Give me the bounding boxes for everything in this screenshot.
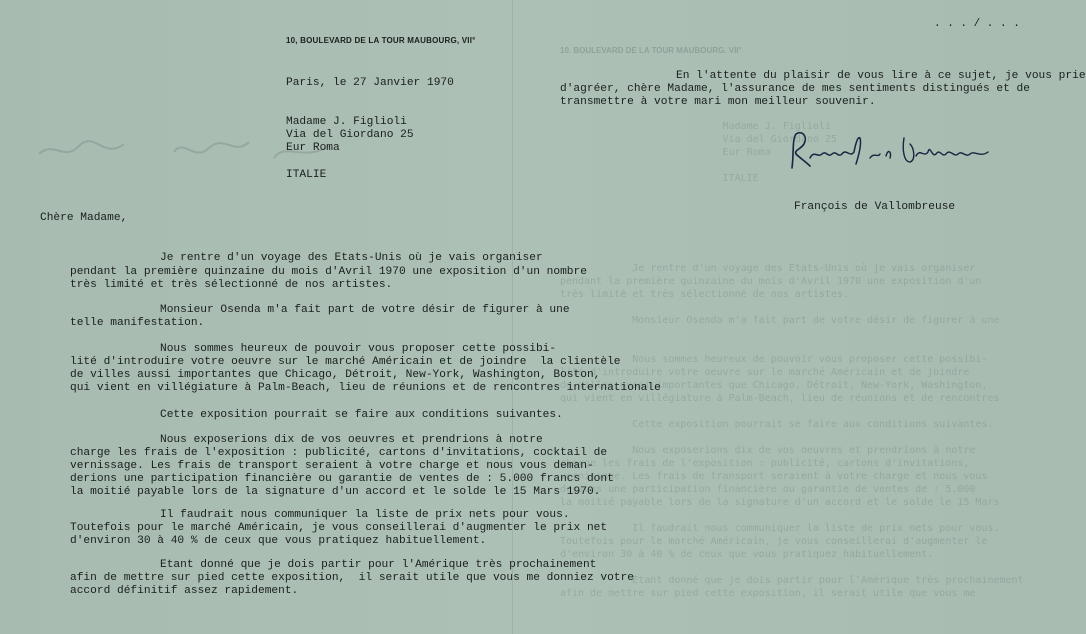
body-line: Nous exposerions dix de vos oeuvres et prendrions à notre: [160, 434, 543, 446]
recipient-name: Madame J. Figlioli: [286, 116, 407, 128]
body-line: Etant donné que je dois partir pour l'Amérique très prochainement: [160, 559, 597, 571]
body-line: d'environ 30 à 40 % de ceux que vous pratiquez habituellement.: [70, 535, 487, 547]
salutation: Chère Madame,: [40, 212, 128, 224]
body-line: afin de mettre sur pied cette exposition, il serait utile que vous me donniez votre: [70, 572, 634, 584]
closing-line: d'agréer, chère Madame, l'assurance de mes sentiments distingués et de: [560, 83, 1030, 95]
body-line: Il faudrait nous communiquer la liste de prix nets pour vous.: [160, 509, 570, 521]
body-line: accord définitif assez rapidement.: [70, 585, 299, 597]
handwritten-signature: [786, 128, 992, 176]
body-line: de villes aussi importantes que Chicago, Détroit, New-York, Washington, Boston,: [70, 369, 601, 381]
body-line: Cette exposition pourrait se faire aux conditions suivantes.: [160, 409, 563, 421]
body-line: telle manifestation.: [70, 317, 205, 329]
body-line: vernissage. Les frais de transport seraient à votre charge et nous vous deman-: [70, 460, 594, 472]
recipient-city: Eur Roma: [286, 142, 340, 154]
body-line: pendant la première quinzaine du mois d'Avril 1970 une exposition d'un nombre: [70, 266, 587, 278]
continuation-mark: . . . / . . .: [934, 18, 1020, 30]
body-line: Monsieur Osenda m'a fait part de votre désir de figurer à une: [160, 304, 570, 316]
body-line: très limité et très sélectionné de nos artistes.: [70, 279, 393, 291]
body-line: Je rentre d'un voyage des Etats-Unis où je vais organiser: [160, 252, 543, 264]
body-line: Toutefois pour le marché Américain, je vous conseillerai d'augmenter le prix net: [70, 522, 608, 534]
body-line: qui vient en villégiature à Palm-Beach, lieu de réunions et de rencontres internationale: [70, 382, 661, 394]
body-line: charge les frais de l'exposition : publicité, cartons d'invitations, cocktail de: [70, 447, 608, 459]
recipient-street: Via del Giordano 25: [286, 129, 414, 141]
show-through-address: Madame J. Figlioli Via del Giordano 25 Eur Roma ITALIE: [722, 121, 837, 184]
date-line: Paris, le 27 Janvier 1970: [286, 77, 454, 89]
signer-name: François de Vallombreuse: [794, 201, 956, 213]
recipient-country: ITALIE: [286, 169, 327, 181]
body-line: Nous sommes heureux de pouvoir vous proposer cette possibi-: [160, 343, 557, 355]
closing-line: En l'attente du plaisir de vous lire à ce sujet, je vous prie: [676, 70, 1086, 82]
letterhead-address: 10, BOULEVARD DE LA TOUR MAUBOURG, VII°: [286, 36, 476, 45]
closing-line: transmettre à votre mari mon meilleur souvenir.: [560, 96, 876, 108]
body-line: lité d'introduire votre oeuvre sur le marché Américain et de joindre la clientèle: [70, 356, 621, 368]
show-through-letterhead: 10. BOULEVARD DE LA TOUR MAUBOURG. VII°: [560, 46, 742, 55]
show-through-body: Je rentre d'un voyage des Etats-Unis où je vais organiser pendant la première quinzaine du mois d'Avril 1970 une exposition d'un très limité et très sélectionné de nos artistes. Monsieur Osenda m'a fait part de votre désir de figurer à une Nous sommes heureux de pouvoir vous proposer cette possibi- lité d'introduire votre oeuvre sur le marché Américain et de joindre de villes aussi importantes que Chicago, Détroit, New-York, Washington, qui vient en villégiature à Palm-Beach, lieu de réunions et de rencontres Cette exposition pourrait se faire aux conditions suivantes. Nous exposerions dix de vos oeuvres et prendrions à notre charge les frais de l'exposition : publicité, cartons d'invitations, vernissage. Les frais de transport seraient à votre charge et nous vous derions une participation financière ou garantie de ventes de : 5.000 la moitié payable lors de la signature d'un accord et le solde le 15 Mars Il faudrait nous communiquer la liste de prix nets pour vous. Toutefois pour le marché Américain, je vous conseillerai d'augmenter le d'environ 30 à 40 % de ceux que vous pratiquez habituellement. Etant donné que je dois partir pour l'Amérique très prochainement afin de mettre sur pied cette exposition, il serait utile que vous me: [560, 263, 1024, 599]
body-line: la moitié payable lors de la signature d'un accord et le solde le 15 Mars 1970.: [70, 486, 601, 498]
body-line: derions une participation financière ou garantie de ventes de : 5.000 francs dont: [70, 473, 614, 485]
